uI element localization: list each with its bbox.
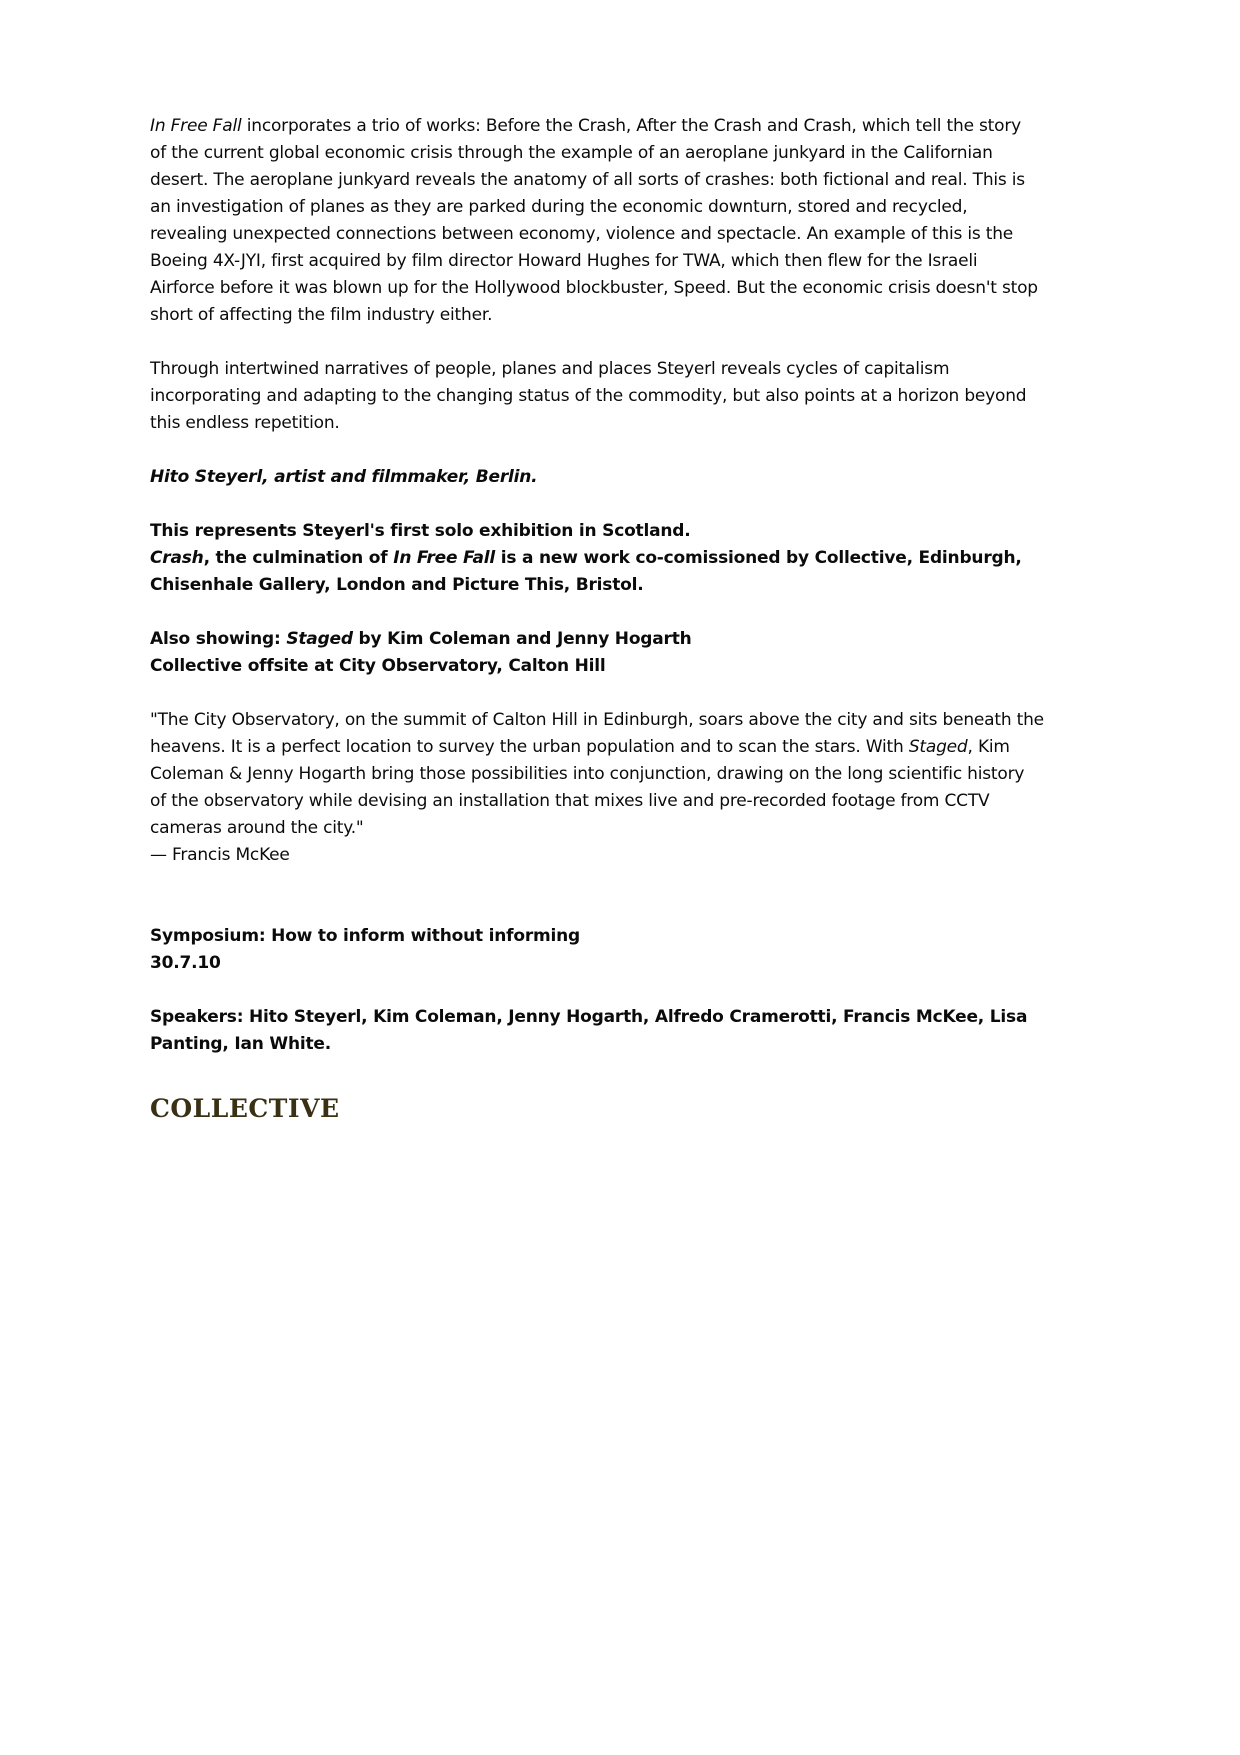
intro-paragraph: In Free Fall incorporates a trio of works: Before the Crash, After the Crash and Crash, which tell the story of the current global economic crisis through the example of an aeroplane junkyard in the Californian desert. The aeroplane junkyard reveals the anatomy of all sorts of crashes: both fictional and real. This is an investigation of planes as they are parked during the economic downturn, stored and recycled, revealing unexpected connections between economy, violence and spectacle. An example of this is the Boeing 4X-JYI, first acquired by film director Howard Hughes for TWA, which then flew for the Israeli Airforce before it was blown up for the Hollywood blockbuster, Speed. But the economic crisis doesn't stop short of affecting the film industry either. [150, 116, 1038, 325]
narratives-paragraph: Through intertwined narratives of people, planes and places Steyerl reveals cycles of capitalism incorporating and adapting to the changing status of the commodity, but also points at a horizon beyond this endless repetition. [150, 359, 1027, 433]
also-showing-note: Also showing: Staged by Kim Coleman and Jenny Hogarth Collective offsite at City Observatory, Calton Hill [150, 629, 692, 676]
exhibition-note: This represents Steyerl's first solo exhibition in Scotland. Crash, the culmination of In Free Fall is a new work co-comissioned by Collective, Edinburgh, Chisenhale Gallery, London and Picture This, Bristol. [150, 521, 1022, 595]
symposium-note: Symposium: How to inform without informing 30.7.10 [150, 926, 581, 973]
speakers-note: Speakers: Hito Steyerl, Kim Coleman, Jenny Hogarth, Alfredo Cramerotti, Francis McKee, Lisa Panting, Ian White. [150, 1007, 1028, 1054]
collective-logo: collective [150, 1084, 340, 1126]
mckee-quote: "The City Observatory, on the summit of Calton Hill in Edinburgh, soars above the city and sits beneath the heavens. It is a perfect location to survey the urban population and to scan the stars. With Staged, Kim Coleman & Jenny Hogarth bring those possibilities into conjunction, drawing on the long scientific history of the observatory while devising an installation that mixes live and pre-recorded footage from CCTV cameras around the city." — Francis McKee [150, 710, 1044, 865]
artist-byline: Hito Steyerl, artist and filmmaker, Berlin. [150, 467, 538, 487]
